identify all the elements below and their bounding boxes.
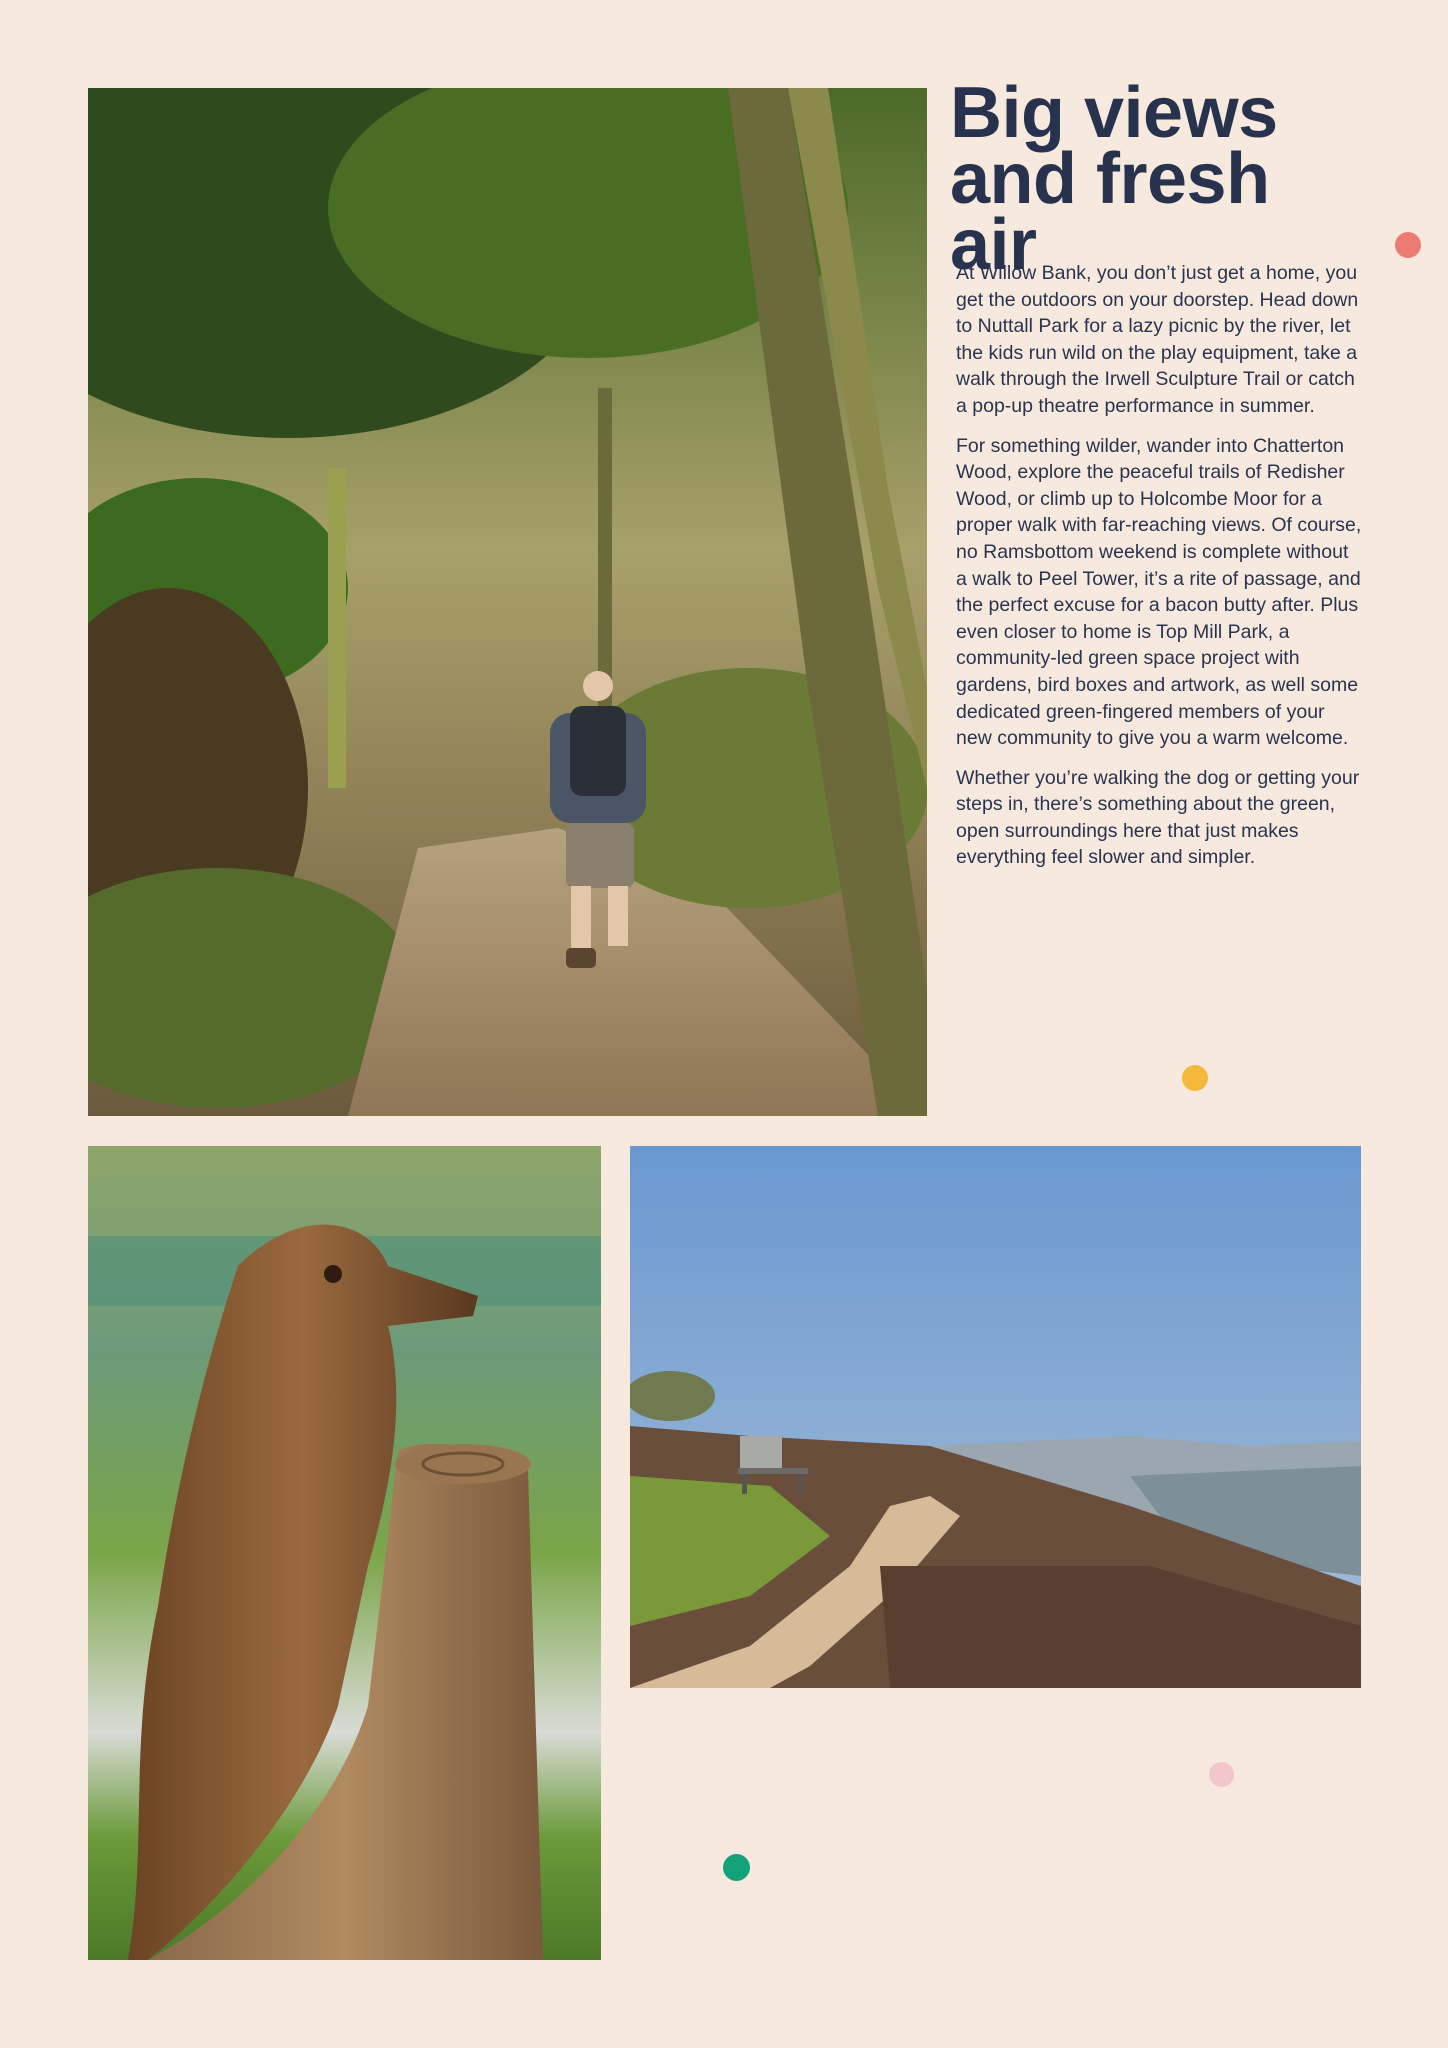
woodland-path-photo <box>88 88 927 1116</box>
paragraph: For something wilder, wander into Chatterton Wood, explore the peaceful trails of Redisher Wood, or climb up to Holcombe Moor for a proper walk with far-reaching views. Of course, no Ramsbottom weekend is complete without a walk to Peel Tower, it’s a rite of passage, and the perfect excuse for a bacon butty after. Plus even closer to home is Top Mill Park, a community-led green space project with gardens, bird boxes and artwork, as well some dedicated green-fingered members of your new community to give you a warm welcome. <box>956 434 1362 750</box>
page-title <box>950 73 1370 285</box>
moorland-bench-photo <box>630 1146 1361 1688</box>
decorative-dot-yellow <box>1182 1065 1208 1091</box>
title-line-2: and fresh air <box>950 139 1270 285</box>
decorative-dot-pink <box>1209 1762 1234 1787</box>
paragraph: Whether you’re walking the dog or getting your steps in, there’s something about the green, open surroundings here that just makes everything feel slower and simpler. <box>956 766 1360 869</box>
paragraph: At Willow Bank, you don’t just get a home, you get the outdoors on your doorstep. Head down to Nuttall Park for a lazy picnic by the river, let the kids run wild on the play equipment, take a walk through the Irwell Sculpture Trail or catch a pop-up theatre performance in summer. <box>956 262 1359 417</box>
intro-copy <box>956 260 1364 884</box>
wooden-bird-sculpture-photo <box>88 1146 601 1960</box>
decorative-dot-coral <box>1395 232 1421 258</box>
title-line-1: Big views <box>950 73 1278 153</box>
decorative-dot-green <box>723 1854 750 1881</box>
